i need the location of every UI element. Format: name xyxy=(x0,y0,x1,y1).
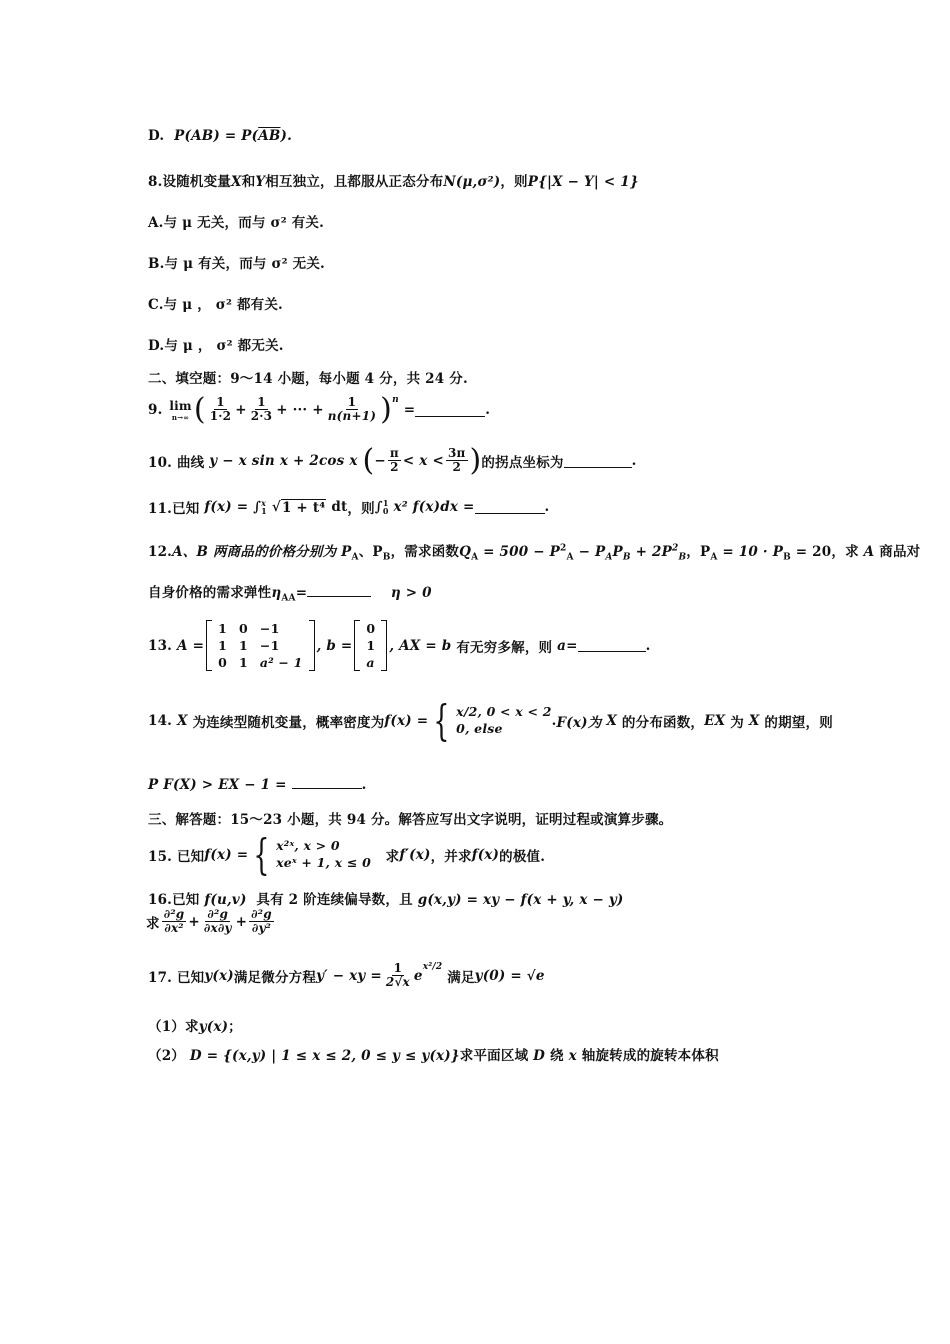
q11-f-def: f(x) = ∫ xyxy=(204,499,262,515)
q15-text-a: 15. 已知 xyxy=(148,849,205,865)
lim-sub: n→∞ xyxy=(171,412,190,422)
q14-cases: { x/2, 0 < x < 2 0, else xyxy=(433,696,552,745)
matrix-a xyxy=(206,620,314,671)
den: ∂x∂y xyxy=(203,921,232,936)
q15-cases: { x²ˣ, x > 0 xeˣ + 1, x ≤ 0 xyxy=(253,830,371,879)
q17-text-c: 满足微分方程 xyxy=(233,969,317,986)
question-11: 11.已知 f(x) = ∫ x 1 √ 1 + t⁴ dt ，则 ∫ 1 0 x² f(x)dx = . xyxy=(148,498,550,517)
q10-3pi-half xyxy=(446,447,468,475)
exp-base: e xyxy=(413,967,423,984)
q17-initial: y(0) = √e xyxy=(474,967,545,984)
matrix-a-cell: −1 xyxy=(259,638,280,653)
question-16 xyxy=(148,888,624,908)
vector-b-cell: 0 xyxy=(366,621,376,636)
q8-var-x: X xyxy=(231,174,242,190)
q12-demand: = 500 − P xyxy=(478,544,561,560)
matrix-a-row xyxy=(212,654,308,671)
q8-option-b: B.与 μ 有关，而与 σ² 无关. xyxy=(148,256,325,272)
answer-blank xyxy=(307,584,371,597)
q8-option-a: A.与 μ 无关，而与 σ² 有关. xyxy=(148,215,325,231)
den: n(n+1) xyxy=(327,409,377,424)
paren-close: ) xyxy=(380,392,393,427)
matrix-a-cell: 0 xyxy=(239,621,248,636)
answer-blank xyxy=(578,639,646,652)
q8-text-e: 相互独立，且都服从正态分布 xyxy=(265,174,444,190)
q11-body: x² f(x)dx = xyxy=(393,499,475,515)
question-9: 9. lim n→∞ ( $\frac{1}{1\cdot 2}$ + $\frac{1}{2\cdot 3}$ + ··· + $\frac{1}{n(n+1)}$ ) $^n$ = . xyxy=(148,392,491,427)
paren-close: ) xyxy=(469,443,482,478)
num: 3π xyxy=(447,446,466,460)
case-1: x²ˣ, x > 0 xyxy=(276,838,340,854)
plus: + xyxy=(235,402,247,418)
q8-normal: N(μ,σ²) xyxy=(443,174,501,190)
q13-label: 13. xyxy=(148,637,173,654)
q10-mid: < x < xyxy=(402,453,444,469)
q14-x2: X xyxy=(606,713,618,729)
q14-ex: EX xyxy=(704,713,726,729)
q12-q: Q xyxy=(459,544,472,560)
q17-2-text-a: （2） xyxy=(148,1048,185,1064)
question-12: 12.A、B 两商品的价格分别为 $P_A$、$P_B$，需求函数$Q_A = 500 - P^2_A - P_AP_B + 2P^2_B$，$P_A = 10 \cdot P_B = 20$，求 A 商品对 xyxy=(148,543,921,563)
q17-text-a: 17. 已知 xyxy=(148,969,205,986)
q16-term-3 xyxy=(249,908,274,936)
q16-g: g(x,y) = xy − f(x + y, x − y) xyxy=(417,892,624,908)
q15-text-g: 的极值. xyxy=(499,849,546,865)
q12-text-i: = 20，求 xyxy=(790,544,859,560)
q11-limits-2 xyxy=(383,499,389,515)
q8-option-c: C.与 μ ， σ² 都有关. xyxy=(148,297,283,313)
matrix-a-cell: 1 xyxy=(218,638,227,653)
question-14 xyxy=(148,696,833,745)
q11-text-b: ，则 xyxy=(347,501,375,517)
q11-limits xyxy=(261,499,267,515)
plus: + xyxy=(235,913,248,930)
q9-frac-2 xyxy=(249,396,274,424)
q14-text-k: 的期望，则 xyxy=(764,715,833,731)
radicand: 1 + t⁴ xyxy=(281,499,326,516)
paren-open: ( xyxy=(193,392,206,427)
q17-2-x: x xyxy=(568,1048,577,1064)
exp-power: x²/2 xyxy=(422,962,443,972)
q16-f: f(u,v) xyxy=(204,892,247,908)
matrix-a-cell: 0 xyxy=(218,655,227,670)
q7d-expr: $P(AB) = P(\overline{AB})$. xyxy=(169,128,292,144)
den: ∂x² xyxy=(164,921,184,936)
integral: ∫ xyxy=(374,499,383,515)
minus: − xyxy=(374,453,386,469)
matrix-a-row xyxy=(212,620,308,637)
question-15 xyxy=(148,830,546,879)
section-3-heading: 三、解答题：15～23 小题，共 94 分。解答应写出文字说明，证明过程或演算步骤。 xyxy=(148,812,673,828)
q17-2-d: D xyxy=(533,1048,546,1064)
num: 1 xyxy=(257,395,266,409)
lower: 1 xyxy=(261,506,267,516)
q15-text-c: 求 xyxy=(385,849,400,865)
q9-limit xyxy=(169,399,191,422)
power: n xyxy=(392,395,399,405)
q9-label: 9. xyxy=(148,402,163,418)
question-10: 10. 曲线 y − x sin x + 2cos x ( − $\frac{\pi}{2}$ < x < $\frac{3\pi}{2}$ ) 的拐点坐标为 . xyxy=(148,443,637,478)
q10-pi-half xyxy=(388,447,401,475)
q12b-text-a: 自身价格的需求弹性 xyxy=(148,585,272,601)
den: 2 xyxy=(452,460,462,475)
lower: 0 xyxy=(382,506,389,516)
q17-2-text-e: 绕 xyxy=(550,1048,564,1064)
q16-text-c: 具有 2 阶连续偏导数，且 xyxy=(256,892,413,908)
den: ∂y² xyxy=(251,921,272,936)
q15-fx: f(x) xyxy=(471,847,500,863)
num: 1 xyxy=(347,395,357,409)
q12-text-g: ，P xyxy=(686,544,711,560)
paren-open: ( xyxy=(362,443,375,478)
dt: dt xyxy=(331,499,348,515)
q8-text-c: 和 xyxy=(241,174,256,190)
q14-text-e: F(x)为 xyxy=(556,715,602,731)
q14-x3: X xyxy=(748,713,760,729)
q12-text-d: ，需求函数 xyxy=(390,544,460,560)
vector-b-row xyxy=(360,620,381,637)
q14-text-g: 的分布函数， xyxy=(621,715,705,731)
den: 2 xyxy=(390,460,399,475)
matrix-a-cell: 1 xyxy=(239,638,248,653)
q10-text-a: 10. 曲线 xyxy=(148,455,205,471)
q14-text-c: 为连续型随机变量，概率密度为 xyxy=(192,715,385,731)
q15-f: f(x) = xyxy=(204,847,249,863)
vector-b-row xyxy=(360,654,381,671)
q8-prob: P{|X − Y| < 1} xyxy=(527,174,639,190)
question-8 xyxy=(148,170,639,190)
answer-blank xyxy=(415,404,485,417)
q17-2-text-c: 求平面区域 xyxy=(459,1048,529,1064)
question-13: 13. A = 1 0 −1 1 1 −1 0 1 a² − 1 , b = 0 1 a , AX = b 有无穷多解，则 a= . xyxy=(148,621,651,670)
den: 2√x xyxy=(385,975,410,990)
q8-text-g: ，则 xyxy=(500,174,528,190)
q17-2-text-g: 轴旋转成的旋转本体积 xyxy=(581,1048,719,1064)
q17-text-e: 满足 xyxy=(447,969,475,986)
q17-y: y(x) xyxy=(204,967,234,984)
q16-text-a: 16.已知 xyxy=(148,892,200,908)
q17-1-text-c: ； xyxy=(228,1019,242,1035)
dot: . xyxy=(551,713,557,729)
upper: x xyxy=(261,498,267,508)
q12-label: 12. xyxy=(148,544,173,560)
q9-frac-3 xyxy=(326,396,378,424)
q8-var-y: Y xyxy=(255,174,266,190)
q17-ode: y′ − xy = xyxy=(316,967,382,984)
section-2-heading: 二、填空题：9～14 小题，每小题 4 分，共 24 分. xyxy=(148,371,468,387)
q12-text-c: 、P xyxy=(358,544,383,560)
vector-b-cell: a xyxy=(366,655,375,670)
q16-term-2 xyxy=(202,908,234,936)
question-12-line-2: 自身价格的需求弹性$\eta_{AA}=$ η > 0 xyxy=(148,585,432,604)
q17-1-y: y(x) xyxy=(198,1019,229,1035)
q13-a-eq: A = xyxy=(177,637,205,654)
num: ∂²g xyxy=(251,907,272,921)
q17-part-2 xyxy=(148,1044,719,1064)
q13-system: , AX = b xyxy=(389,637,452,654)
q12-text-j: A xyxy=(858,544,880,560)
q13-b-eq: , b = xyxy=(316,637,353,654)
q16b-text-a: 求 xyxy=(146,915,160,932)
q14-text-i: 为 xyxy=(730,715,744,731)
vector-b-row xyxy=(360,637,381,654)
question-14-line-2: P F(X) > EX − 1 = . xyxy=(148,777,367,793)
q12b-eta: η xyxy=(271,585,282,601)
case-1: x/2, 0 < x < 2 xyxy=(456,704,552,720)
q12-text-k: 商品对 xyxy=(879,544,921,560)
q10-curve: y − x sin x + 2cos x xyxy=(209,453,358,469)
vector-b-cell: 1 xyxy=(366,638,376,653)
equals: = xyxy=(403,402,416,418)
q17-part-1 xyxy=(148,1015,242,1035)
den: 2·3 xyxy=(250,409,273,424)
matrix-a-cell: a² − 1 xyxy=(259,655,303,670)
option-label: D. xyxy=(148,128,165,144)
answer-blank xyxy=(564,455,632,468)
q10-text-c: 的拐点坐标为 xyxy=(481,455,564,471)
q9-frac-1 xyxy=(208,396,233,424)
den: 1·2 xyxy=(209,409,232,424)
matrix-a-cell: 1 xyxy=(218,621,227,636)
q12-text-h: = 10 · P xyxy=(717,544,784,560)
plus: + xyxy=(188,913,200,930)
q7-option-d xyxy=(148,128,292,144)
q12-text-b: A、B 两商品的价格分别为 P xyxy=(172,544,352,560)
q17-1-text-a: （1）求 xyxy=(148,1019,199,1035)
q14b-expr: P F(X) > EX − 1 = xyxy=(148,777,287,793)
q17-frac xyxy=(384,962,412,990)
num: π xyxy=(389,446,399,460)
q13-a-label: a= xyxy=(557,637,578,654)
num: ∂²g xyxy=(163,907,185,921)
q8-option-d: D.与 μ ， σ² 都无关. xyxy=(148,338,284,354)
dots: + ··· + xyxy=(276,402,324,418)
num: 1 xyxy=(216,395,225,409)
vector-b xyxy=(354,620,387,671)
q14-label: 14. xyxy=(148,713,173,729)
q14-x: X xyxy=(177,713,188,729)
case-2: xeˣ + 1, x ≤ 0 xyxy=(276,855,371,870)
q11-text-a: 11.已知 xyxy=(148,501,200,517)
matrix-a-row xyxy=(212,637,308,654)
num: 1 xyxy=(393,961,403,975)
matrix-a-cell: −1 xyxy=(259,621,280,636)
answer-blank xyxy=(475,501,545,514)
case-2: 0, else xyxy=(456,721,503,736)
q8-text-a: 8.设随机变量 xyxy=(148,174,231,190)
question-17 xyxy=(148,962,545,990)
matrix-a-cell: 1 xyxy=(239,655,248,670)
q17-2-region: D = {(x,y) | 1 ≤ x ≤ 2, 0 ≤ y ≤ y(x)} xyxy=(189,1048,460,1064)
num: ∂²g xyxy=(207,907,229,921)
q13-text-e: 有无穷多解，则 xyxy=(456,639,553,656)
q15-text-e: ，并求 xyxy=(430,849,472,865)
question-16-line-2 xyxy=(146,908,276,936)
q14-density: f(x) = xyxy=(384,713,429,729)
q15-fprime: f′(x) xyxy=(399,847,431,863)
lim: lim xyxy=(169,398,192,413)
q12b-condition: η > 0 xyxy=(390,585,432,601)
answer-blank xyxy=(292,776,362,789)
upper: 1 xyxy=(382,498,389,508)
q16-term-1 xyxy=(162,908,187,936)
